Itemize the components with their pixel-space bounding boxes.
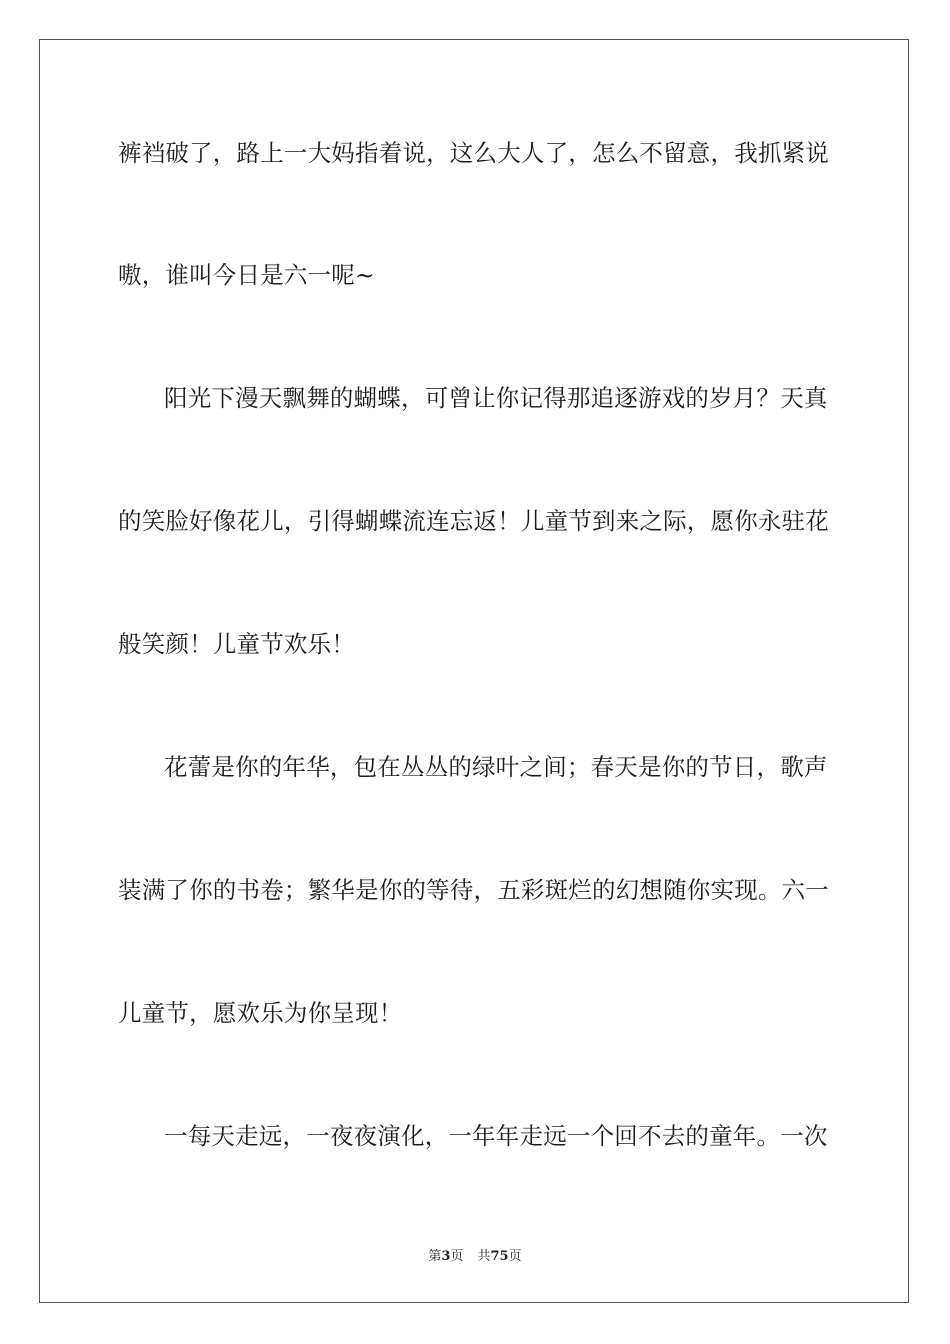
total-suffix: 页 (508, 1249, 522, 1264)
page-number: 3 (441, 1249, 451, 1264)
paragraph-start-line: 花蕾是你的年华，包在丛丛的绿叶之间；春天是你的节日，歌声 (164, 753, 828, 781)
text-line: 嗷，谁叫今日是六一呢~ (118, 261, 375, 289)
page-footer (0, 1245, 950, 1264)
text-line: 的笑脸好像花儿，引得蝴蝶流连忘返！儿童节到来之际，愿你永驻花 (118, 507, 829, 535)
paragraph-start-line: 一每天走远，一夜夜演化，一年年走远一个回不去的童年。一次 (164, 1122, 828, 1150)
text-line: 般笑颜！儿童节欢乐！ (118, 630, 355, 658)
text-line: 儿童节，愿欢乐为你呈现！ (118, 999, 403, 1027)
text-line: 装满了你的书卷；繁华是你的等待，五彩斑烂的幻想随你实现。六一 (118, 876, 829, 904)
total-pages: 75 (490, 1249, 509, 1264)
page-prefix: 第 (428, 1249, 442, 1264)
text-line: 裤裆破了，路上一大妈指着说，这么大人了，怎么不留意，我抓紧说 (118, 139, 829, 167)
page-border (39, 39, 909, 1303)
page-suffix: 页 (450, 1249, 464, 1264)
paragraph-start-line: 阳光下漫天飘舞的蝴蝶，可曾让你记得那追逐游戏的岁月？天真 (164, 384, 828, 412)
total-prefix: 共 (477, 1249, 491, 1264)
